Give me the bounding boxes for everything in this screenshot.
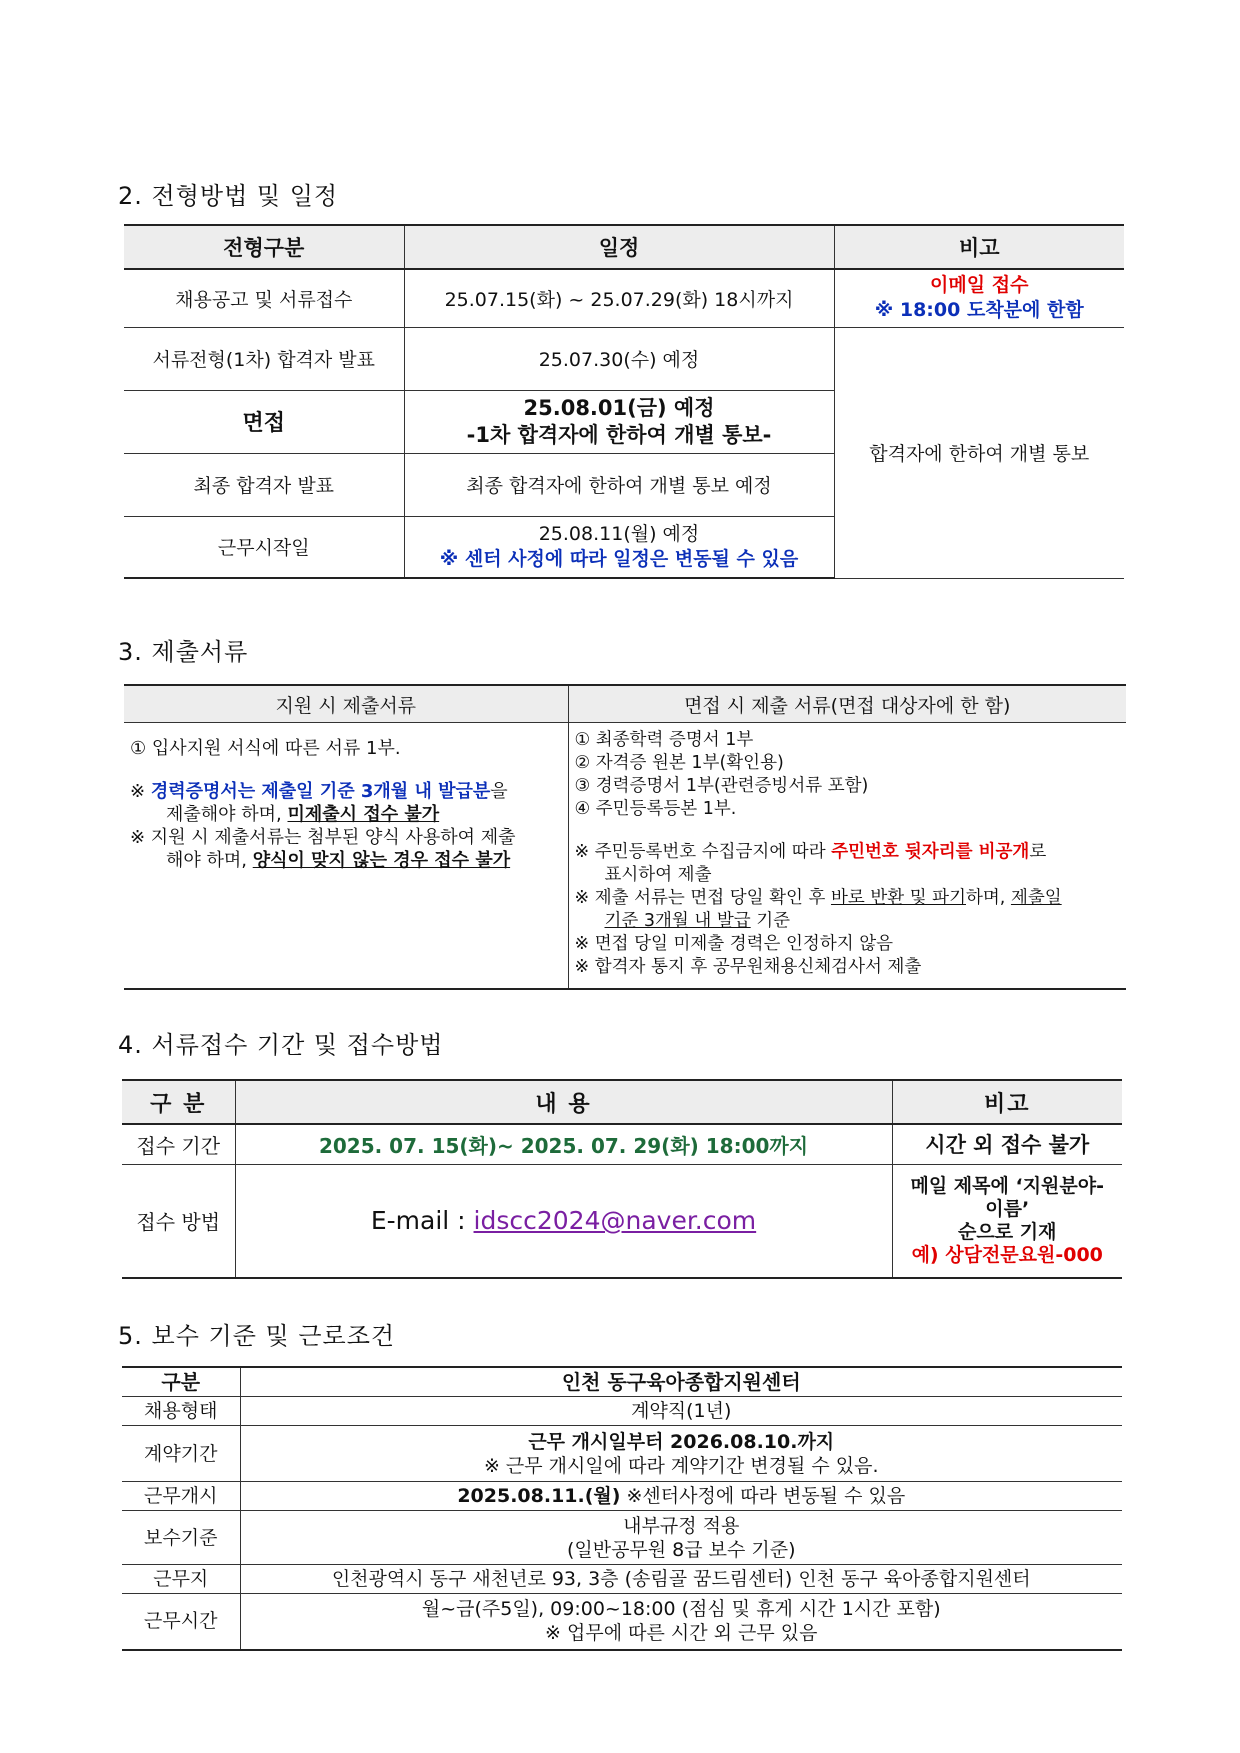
row-value (240, 1511, 1122, 1565)
note-line: 제출해야 하며, 미제출시 접수 불가 (166, 804, 440, 825)
row-schedule (404, 516, 834, 578)
doc-item: ② 자격증 원본 1부(확인용) (574, 753, 784, 773)
header-interview-docs: 면접 시 제출 서류(면접 대상자에 한 함) (568, 685, 1126, 723)
note-email: 이메일 접수 (930, 274, 1029, 297)
row-value: 인천광역시 동구 새천년로 93, 3층 (송림골 꿈드림센터) 인천 동구 육아종합지원센터 (240, 1565, 1122, 1594)
table-row (122, 1594, 1122, 1650)
start-date-note: ※ 센터 사정에 따라 일정은 변동될 수 있음 (439, 547, 799, 570)
header-note: 비고 (892, 1080, 1122, 1124)
header-schedule: 일정 (404, 225, 834, 269)
table-row (122, 1565, 1122, 1594)
row-value: 계약직(1년) (240, 1397, 1122, 1426)
interview-docs-cell (568, 723, 1126, 989)
note-line: ※ 면접 당일 미제출 경력은 인정하지 않음 (574, 934, 894, 954)
start-date: 25.08.11(월) 예정 (538, 522, 700, 545)
row-label: 채용공고 및 서류접수 (124, 269, 404, 327)
row-schedule: 25.07.15(화) ~ 25.07.29(화) 18시까지 (404, 269, 834, 327)
row-value (240, 1426, 1122, 1482)
note-line: 이름’ (985, 1197, 1030, 1220)
table-row (122, 1164, 1122, 1278)
row-label: 서류전형(1차) 합격자 발표 (124, 327, 404, 390)
table-row (122, 1482, 1122, 1511)
header-category: 구 분 (122, 1080, 235, 1124)
note-deadline: ※ 18:00 도착분에 한함 (874, 299, 1084, 322)
doc-item: ① 입사지원 서식에 따른 서류 1부. (130, 738, 401, 759)
note-line: ※ 합격자 통지 후 공무원채용신체검사서 제출 (574, 957, 922, 977)
note-line: 메일 제목에 ‘지원분야- (910, 1174, 1105, 1197)
documents-table (124, 684, 1126, 990)
email-link[interactable]: idscc2024@naver.com (473, 1206, 757, 1236)
doc-item: ③ 경력증명서 1부(관련증빙서류 포함) (574, 776, 869, 796)
interview-notice: -1차 합격자에 한하여 개별 통보- (466, 422, 772, 447)
pay-rule: 내부규정 적용 (623, 1514, 740, 1537)
row-label: 접수 기간 (122, 1124, 235, 1164)
row-schedule: 최종 합격자에 한하여 개별 통보 예정 (404, 453, 834, 516)
row-label: 채용형태 (122, 1397, 240, 1426)
work-hours-note: ※ 업무에 따른 시간 외 근무 있음 (545, 1622, 818, 1645)
note-line: 해야 하며, 양식이 맞지 않는 경우 접수 불가 (166, 850, 511, 871)
selection-schedule-table (124, 224, 1124, 579)
header-center: 인천 동구육아종합지원센터 (240, 1367, 1122, 1397)
submission-method (235, 1164, 892, 1278)
note-example: 예) 상담전문요원-000 (911, 1243, 1103, 1266)
row-label: 접수 방법 (122, 1164, 235, 1278)
doc-item: ④ 주민등록등본 1부. (574, 799, 737, 819)
table-row (122, 1397, 1122, 1426)
table-row (124, 269, 1124, 327)
row-label: 근무지 (122, 1565, 240, 1594)
header-note: 비고 (834, 225, 1124, 269)
start-date: 2025.08.11.(월) (457, 1485, 621, 1507)
section-2-title: 2. 전형방법 및 일정 (118, 182, 339, 210)
table-row (124, 327, 1124, 390)
row-label: 보수기준 (122, 1511, 240, 1565)
contract-period: 근무 개시일부터 2026.08.10.까지 (528, 1430, 835, 1453)
contract-note: ※ 근무 개시일에 따라 계약기간 변경될 수 있음. (483, 1454, 879, 1477)
note-line: ※ 주민등록번호 수집금지에 따라 주민번호 뒷자리를 비공개로 (574, 842, 1047, 862)
table-row (122, 1426, 1122, 1482)
submission-period: 2025. 07. 15(화)~ 2025. 07. 29(화) 18:00까지 (235, 1124, 892, 1164)
header-content: 내 용 (235, 1080, 892, 1124)
note-line: ※ 지원 시 제출서류는 첨부된 양식 사용하여 제출 (130, 827, 516, 848)
section-3-title: 3. 제출서류 (118, 638, 249, 666)
header-category: 전형구분 (124, 225, 404, 269)
row-schedule (404, 390, 834, 453)
row-label: 최종 합격자 발표 (124, 453, 404, 516)
row-note: 시간 외 접수 불가 (892, 1124, 1122, 1164)
note-line: 표시하여 제출 (604, 865, 712, 885)
application-docs-cell (124, 723, 568, 989)
note-line: ※ 제출 서류는 면접 당일 확인 후 바로 반환 및 파기하며, 제출일 (574, 888, 1062, 908)
submission-table (122, 1079, 1122, 1279)
row-schedule: 25.07.30(수) 예정 (404, 327, 834, 390)
merged-note: 합격자에 한하여 개별 통보 (834, 327, 1124, 578)
row-label: 근무개시 (122, 1482, 240, 1511)
start-note: ※센터사정에 따라 변동될 수 있음 (620, 1485, 906, 1507)
pay-grade: (일반공무원 8급 보수 기준) (566, 1538, 796, 1561)
work-hours: 월~금(주5일), 09:00~18:00 (점심 및 휴게 시간 1시간 포함) (421, 1598, 941, 1621)
row-value (240, 1594, 1122, 1650)
row-note (834, 269, 1124, 327)
table-row (122, 1511, 1122, 1565)
row-label: 면접 (124, 390, 404, 453)
header-category: 구분 (122, 1367, 240, 1397)
row-label: 근무시간 (122, 1594, 240, 1650)
note-line: 기준 3개월 내 발급 기준 (604, 911, 791, 931)
doc-item: ① 최종학력 증명서 1부 (574, 730, 754, 750)
conditions-table (122, 1366, 1122, 1651)
interview-date: 25.08.01(금) 예정 (523, 395, 715, 420)
row-value (240, 1482, 1122, 1511)
section-4-title: 4. 서류접수 기간 및 접수방법 (118, 1031, 444, 1059)
row-label: 근무시작일 (124, 516, 404, 578)
section-5-title: 5. 보수 기준 및 근로조건 (118, 1322, 396, 1350)
row-label: 계약기간 (122, 1426, 240, 1482)
note-line: 순으로 기재 (958, 1220, 1057, 1243)
note-line: ※ 경력증명서는 제출일 기준 3개월 내 발급분을 (130, 781, 508, 802)
table-row (122, 1124, 1122, 1164)
row-note (892, 1164, 1122, 1278)
email-prefix: E-mail : (370, 1206, 474, 1236)
header-application-docs: 지원 시 제출서류 (124, 685, 568, 723)
